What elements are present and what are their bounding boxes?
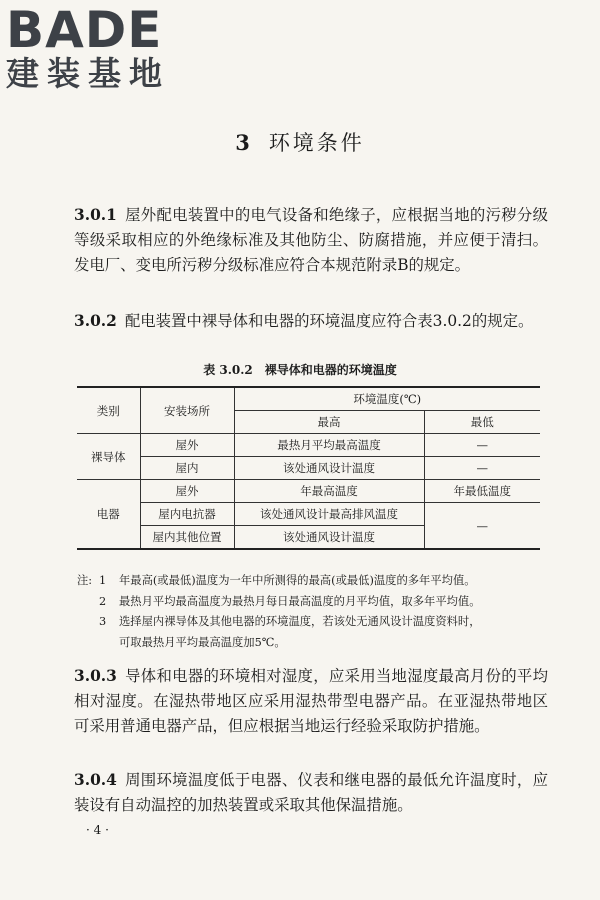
clause-number: 3.0.3	[74, 667, 117, 685]
clause-3-0-3	[74, 664, 548, 739]
note-item	[77, 571, 552, 592]
clause-3-0-1	[74, 203, 548, 278]
table-caption-title: 裸导体和电器的环境温度	[264, 363, 397, 377]
min-cell: —	[424, 503, 540, 550]
clause-3-0-4	[74, 768, 548, 818]
location-cell: 屋内电抗器	[140, 503, 234, 526]
header-max: 最高	[234, 411, 424, 434]
note-number: 1	[99, 574, 107, 587]
header-category: 类别	[77, 387, 140, 434]
note-number: 3	[99, 615, 107, 628]
table-row	[77, 434, 540, 457]
table-header-row	[77, 387, 540, 411]
table-notes	[77, 571, 552, 653]
clause-number: 3.0.2	[74, 312, 117, 330]
header-min: 最低	[424, 411, 540, 434]
table-caption	[0, 361, 600, 378]
category-cell: 裸导体	[77, 434, 140, 480]
logo-wordmark: BADE	[6, 1, 163, 59]
note-text: 选择屋内裸导体及其他电器的环境温度，若该处无通风设计温度资料时，	[119, 615, 481, 628]
table-row	[77, 480, 540, 503]
chapter-number: 3	[235, 130, 253, 155]
min-cell: —	[424, 434, 540, 457]
max-cell: 年最高温度	[234, 480, 424, 503]
header-env-temp: 环境温度(℃)	[234, 387, 540, 411]
clause-text: 导体和电器的环境相对湿度，应采用当地湿度最高月份的平均相对湿度。在湿热带地区应采用湿热带型电器产品。在亚湿热带地区可采用普通电器产品，但应根据当地运行经验采取防护措施。	[74, 667, 548, 735]
clause-text: 周围环境温度低于电器、仪表和继电器的最低允许温度时，应装设有自动温控的加热装置或采取其他保温措施。	[74, 771, 548, 814]
notes-label: 注:	[77, 574, 93, 587]
note-text: 最热月平均最高温度为最热月每日最高温度的月平均值，取多年平均值。	[119, 594, 481, 608]
chapter-heading	[0, 127, 600, 157]
table-row	[77, 457, 540, 480]
min-cell: 年最低温度	[424, 480, 540, 503]
chapter-title: 环境条件	[268, 131, 365, 155]
max-cell: 该处通风设计温度	[234, 526, 424, 550]
clause-number: 3.0.4	[74, 771, 117, 789]
page-number: · 4 ·	[86, 823, 109, 837]
max-cell: 最热月平均最高温度	[234, 434, 424, 457]
clause-text: 屋外配电装置中的电气设备和绝缘子，应根据当地的污秽分级等级采取相应的外绝缘标准及其他防尘、防腐措施，并应便于清扫。发电厂、变电所污秽分级标准应符合本规范附录B的规定。	[74, 206, 548, 274]
note-item	[77, 612, 552, 633]
logo-chinese-name: 建装基地	[6, 54, 170, 93]
header-location: 安装场所	[140, 387, 234, 434]
note-item	[77, 592, 552, 613]
clause-3-0-2	[74, 309, 548, 334]
clause-number: 3.0.1	[74, 206, 117, 224]
location-cell: 屋外	[140, 434, 234, 457]
location-cell: 屋内其他位置	[140, 526, 234, 550]
environment-temperature-table	[77, 386, 540, 550]
location-cell: 屋内	[140, 457, 234, 480]
location-cell: 屋外	[140, 480, 234, 503]
clause-text: 配电装置中裸导体和电器的环境温度应符合表3.0.2的规定。	[124, 312, 534, 330]
min-cell: —	[424, 457, 540, 480]
note-text: 年最高(或最低)温度为一年中所测得的最高(或最低)温度的多年平均值。	[119, 574, 476, 587]
note-item-continued	[77, 633, 552, 654]
max-cell: 该处通风设计最高排风温度	[234, 503, 424, 526]
logo	[6, 1, 170, 93]
max-cell: 该处通风设计温度	[234, 457, 424, 480]
table-row	[77, 503, 540, 526]
note-number: 2	[99, 594, 107, 608]
category-cell: 电器	[77, 480, 140, 550]
note-text: 可取最热月平均最高温度加5℃。	[119, 635, 286, 649]
table-caption-number: 表 3.0.2	[203, 363, 253, 377]
